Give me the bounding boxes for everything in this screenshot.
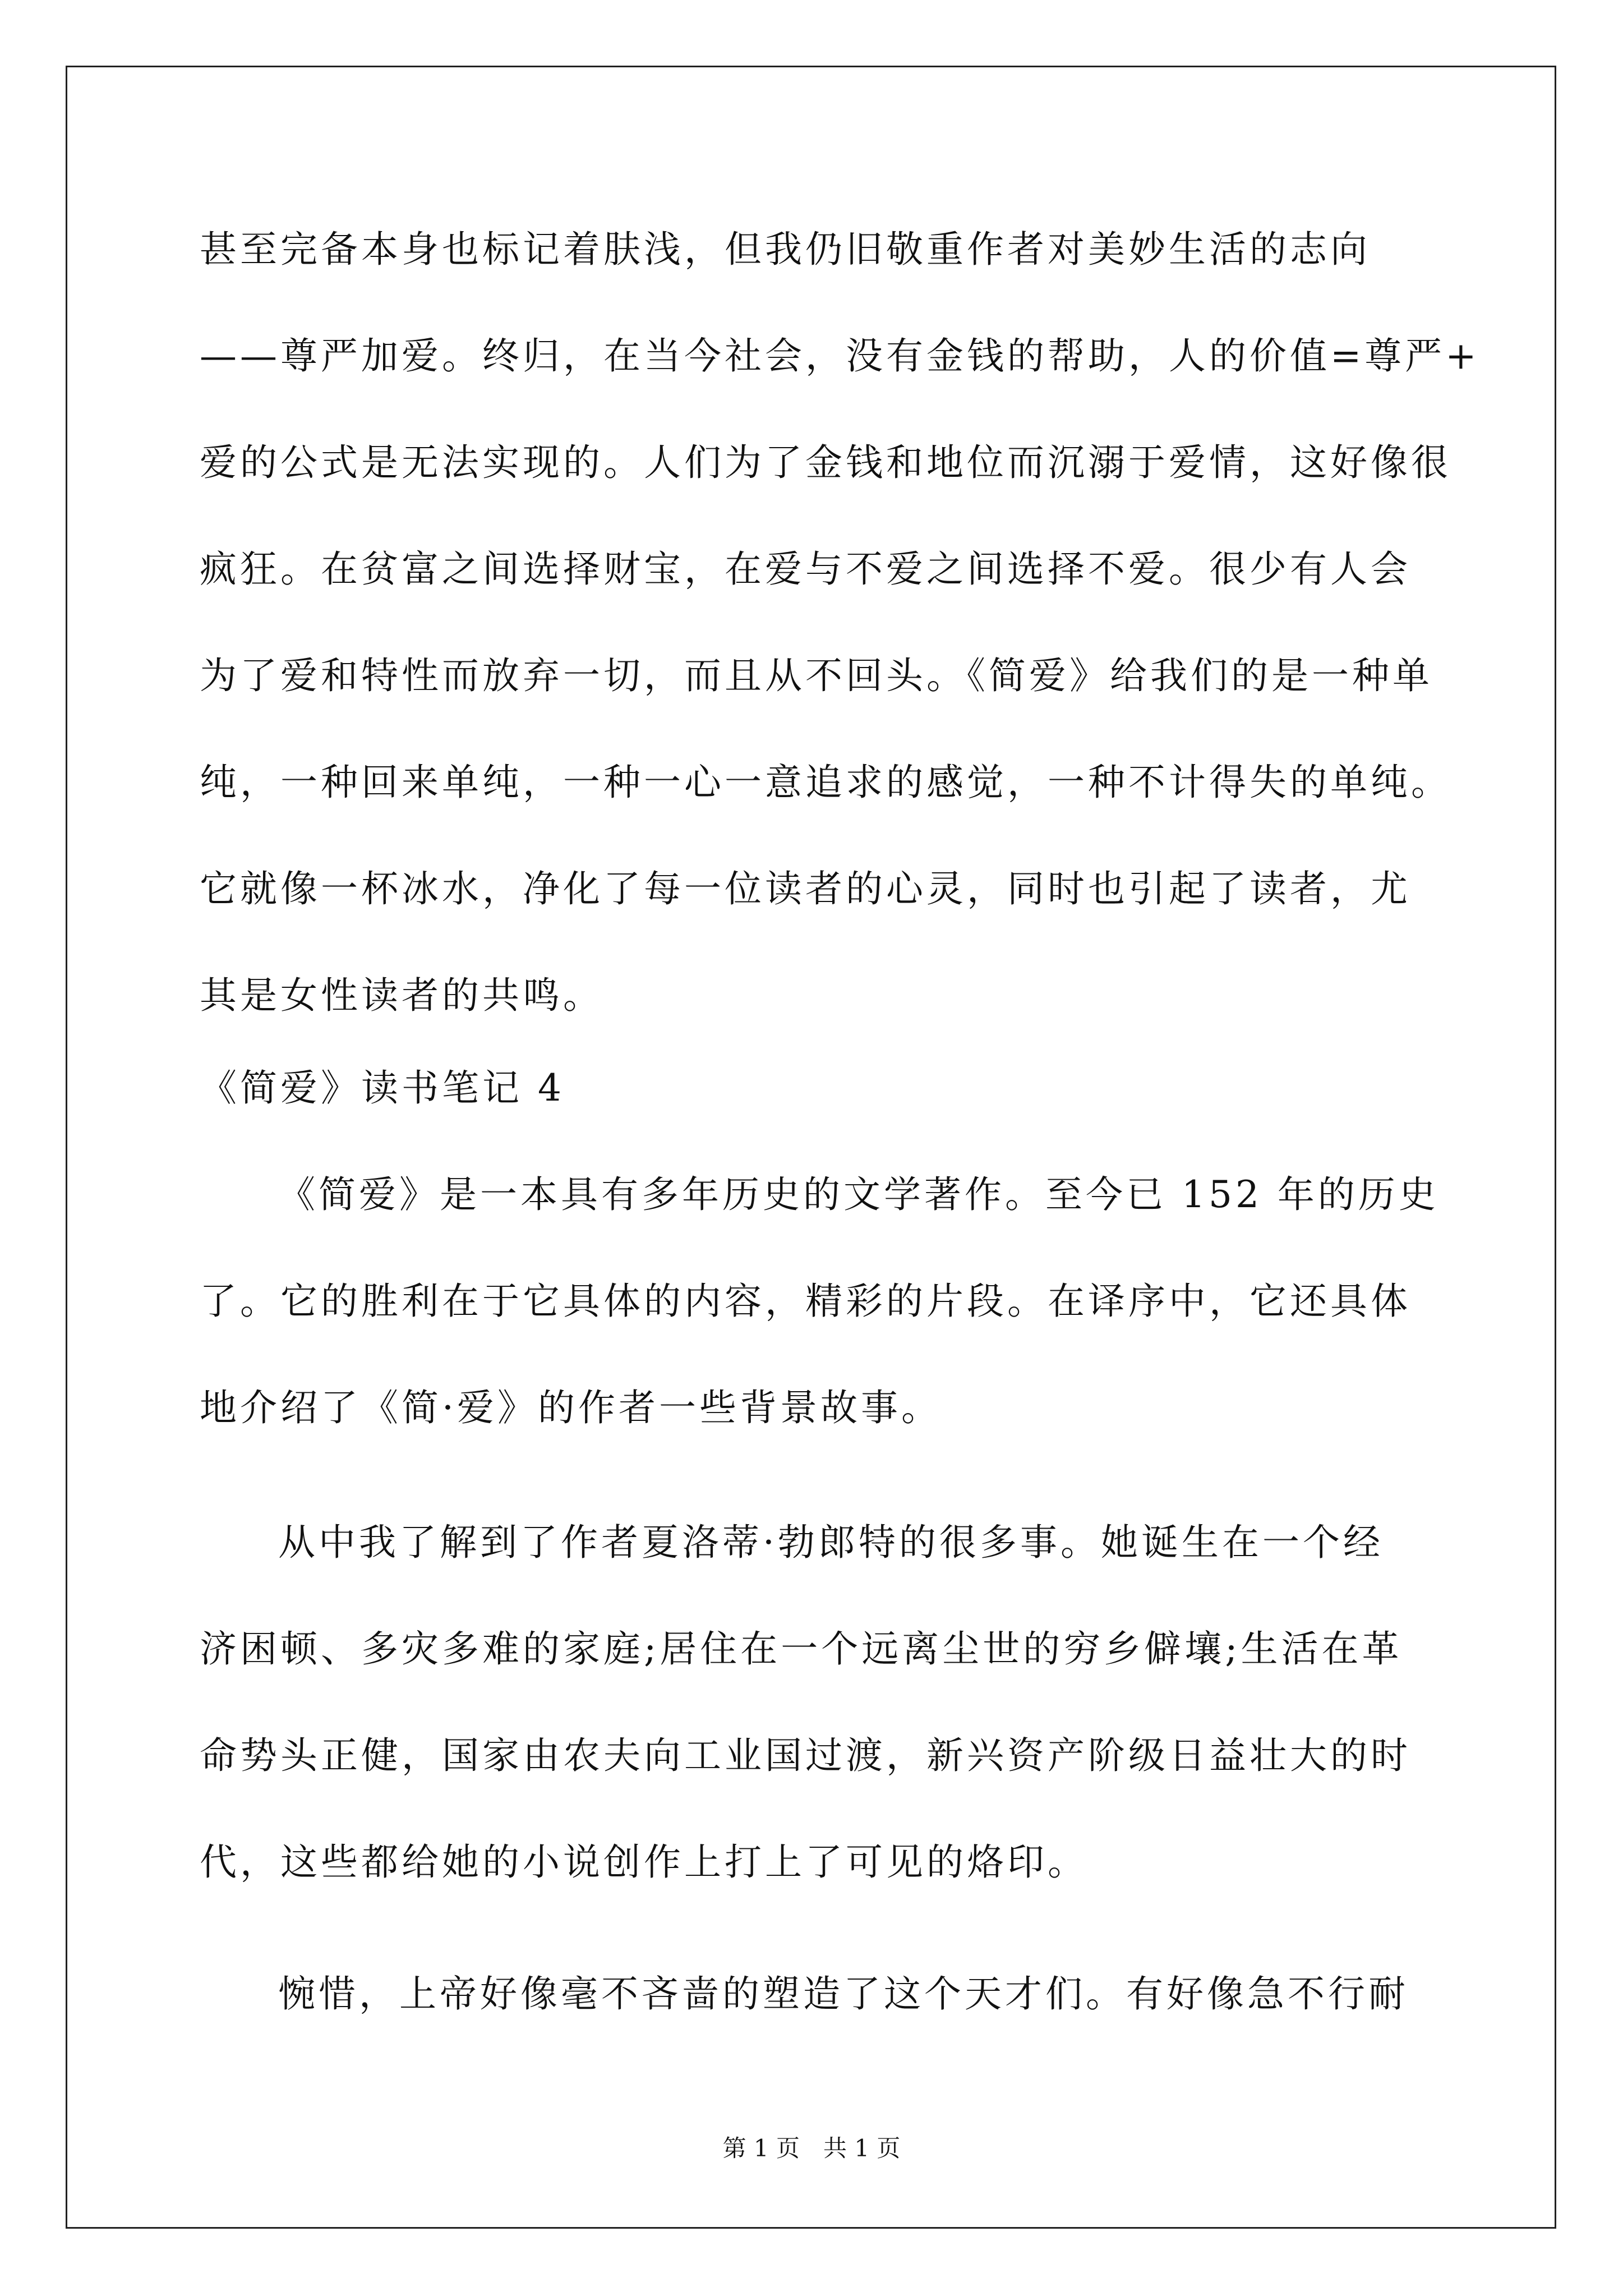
- body-line: 甚至完备本身也标记着肤浅，但我仍旧敬重作者对美妙生活的志向: [200, 228, 1371, 271]
- body-line: 其是女性读者的共鸣。: [200, 974, 603, 1017]
- body-line: 《简爱》是一本具有多年历史的文学著作。至今已 152 年的历史: [278, 1173, 1439, 1216]
- body-line: 济困顿、多灾多难的家庭;居住在一个远离尘世的穷乡僻壤;生活在革: [200, 1627, 1403, 1671]
- body-line: 命势头正健，国家由农夫向工业国过渡，新兴资产阶级日益壮大的时: [200, 1734, 1411, 1777]
- body-line: 惋惜，上帝好像毫不吝啬的塑造了这个天才们。有好像急不行耐: [278, 1972, 1409, 2016]
- page-frame: [66, 66, 1556, 2229]
- body-line: 它就像一杯冰水，净化了每一位读者的心灵，同时也引起了读者，尤: [200, 867, 1411, 910]
- body-line: 地介绍了《简·爱》的作者一些背景故事。: [200, 1386, 942, 1429]
- section-heading: 《简爱》读书笔记 4: [200, 1066, 565, 1110]
- body-line: 纯，一种回来单纯，一种一心一意追求的感觉，一种不计得失的单纯。: [200, 761, 1451, 804]
- body-line: 疯狂。在贫富之间选择财宝，在爱与不爱之间选择不爱。很少有人会: [200, 547, 1411, 591]
- body-line: 爱的公式是无法实现的。人们为了金钱和地位而沉溺于爱情，这好像很: [200, 441, 1451, 484]
- body-line: 了。它的胜利在于它具体的内容，精彩的片段。在译序中，它还具体: [200, 1280, 1411, 1323]
- page-footer: 第 1 页 共 1 页: [722, 2134, 901, 2162]
- body-line: 代，这些都给她的小说创作上打上了可见的烙印。: [200, 1841, 1088, 1884]
- body-line: 为了爱和特性而放弃一切，而且从不回头。《简爱》给我们的是一种单: [200, 654, 1433, 697]
- body-line: 从中我了解到了作者夏洛蒂·勃郎特的很多事。她诞生在一个经: [278, 1521, 1384, 1564]
- body-line: ——尊严加爱。终归，在当今社会，没有金钱的帮助，人的价值=尊严+: [200, 334, 1480, 378]
